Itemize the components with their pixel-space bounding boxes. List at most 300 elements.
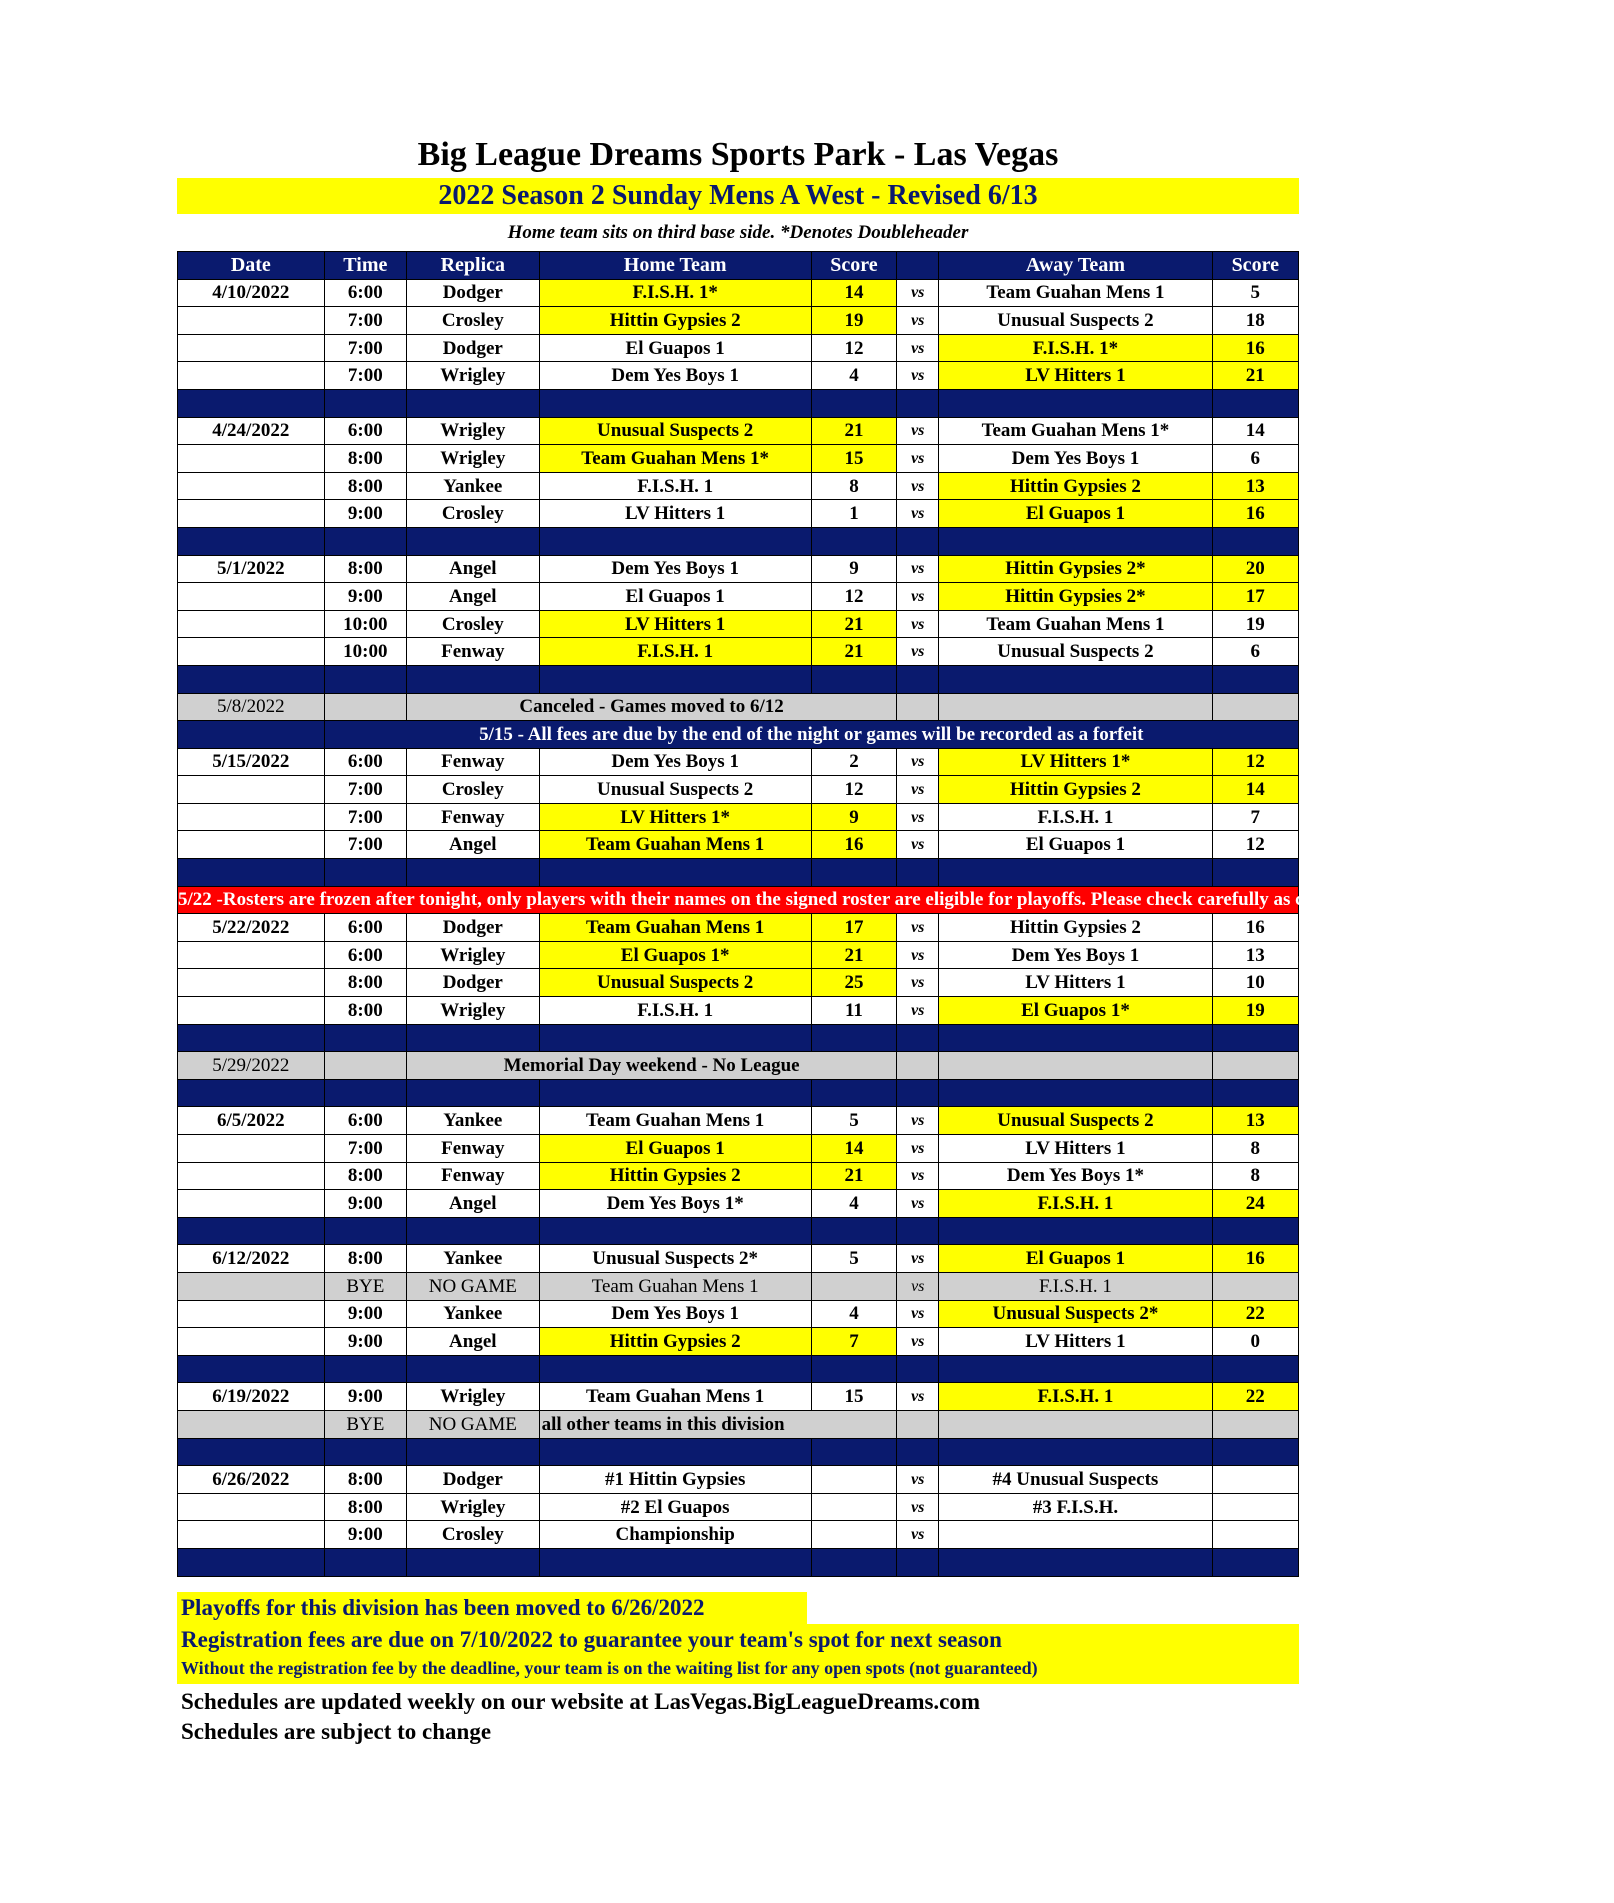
game-time: 9:00	[324, 1328, 406, 1356]
game-row	[178, 1328, 1299, 1356]
game-time: 8:00	[324, 997, 406, 1025]
home-team: Team Guahan Mens 1	[539, 914, 811, 942]
home-score: 21	[811, 610, 896, 638]
game-time: 6:00	[324, 1107, 406, 1135]
game-date	[178, 500, 325, 528]
separator-cell	[897, 1548, 939, 1576]
vs-label: vs	[897, 1107, 939, 1135]
game-time: 8:00	[324, 1466, 406, 1494]
home-team: #2 El Guapos	[539, 1493, 811, 1521]
vs-label: vs	[897, 1272, 939, 1300]
away-score: 16	[1212, 334, 1298, 362]
separator-row	[178, 527, 1299, 555]
separator-cell	[811, 1217, 896, 1245]
away-team: F.I.S.H. 1	[939, 1272, 1212, 1300]
separator-cell	[1212, 1217, 1298, 1245]
vs-label: vs	[897, 776, 939, 804]
separator-cell	[324, 1024, 406, 1052]
separator-cell	[324, 859, 406, 887]
away-score: 6	[1212, 638, 1298, 666]
separator-cell	[324, 527, 406, 555]
game-time	[324, 1052, 406, 1080]
game-row	[178, 776, 1299, 804]
game-date	[178, 1521, 325, 1549]
separator-cell	[539, 1024, 811, 1052]
home-score: 19	[811, 307, 896, 335]
vs-label	[897, 1410, 939, 1438]
game-date: 6/12/2022	[178, 1245, 325, 1273]
home-score: 21	[811, 638, 896, 666]
game-date	[178, 1135, 325, 1163]
game-row	[178, 279, 1299, 307]
game-date: 4/10/2022	[178, 279, 325, 307]
away-score: 16	[1212, 500, 1298, 528]
home-score: 9	[811, 555, 896, 583]
game-replica: Crosley	[407, 307, 540, 335]
game-replica: Fenway	[407, 1135, 540, 1163]
game-replica: Crosley	[407, 500, 540, 528]
separator-cell	[178, 665, 325, 693]
game-row	[178, 334, 1299, 362]
col-away-score: Score	[1212, 252, 1298, 280]
separator-cell	[897, 1217, 939, 1245]
away-team: Hittin Gypsies 2	[939, 776, 1212, 804]
game-row	[178, 583, 1299, 611]
game-replica: Dodger	[407, 334, 540, 362]
game-replica: Fenway	[407, 1162, 540, 1190]
away-score: 19	[1212, 997, 1298, 1025]
home-team: F.I.S.H. 1*	[539, 279, 811, 307]
separator-cell	[811, 527, 896, 555]
separator-cell	[939, 665, 1212, 693]
separator-cell	[178, 1024, 325, 1052]
game-row	[178, 803, 1299, 831]
game-time: 7:00	[324, 831, 406, 859]
game-time: 9:00	[324, 583, 406, 611]
away-team: Dem Yes Boys 1*	[939, 1162, 1212, 1190]
home-score	[811, 1466, 896, 1494]
home-score: 12	[811, 776, 896, 804]
away-team: El Guapos 1	[939, 1245, 1212, 1273]
game-row	[178, 748, 1299, 776]
vs-label: vs	[897, 583, 939, 611]
away-score	[1212, 1272, 1298, 1300]
separator-cell	[939, 527, 1212, 555]
vs-label: vs	[897, 1162, 939, 1190]
game-replica: Fenway	[407, 748, 540, 776]
separator-cell	[539, 1548, 811, 1576]
game-replica: Yankee	[407, 1107, 540, 1135]
away-score	[1212, 1493, 1298, 1521]
away-score: 19	[1212, 610, 1298, 638]
col-vs	[897, 252, 939, 280]
game-date	[178, 1300, 325, 1328]
vs-label: vs	[897, 417, 939, 445]
game-replica: Angel	[407, 831, 540, 859]
home-team: F.I.S.H. 1	[539, 997, 811, 1025]
playoffs-notice: Playoffs for this division has been moved to 6/26/2022	[177, 1592, 807, 1624]
away-score: 22	[1212, 1383, 1298, 1411]
fees-notice-row	[178, 721, 1299, 749]
separator-cell	[1212, 1079, 1298, 1107]
bye-label: BYE	[324, 1410, 406, 1438]
away-score: 16	[1212, 1245, 1298, 1273]
away-team: F.I.S.H. 1	[939, 803, 1212, 831]
game-time: 6:00	[324, 748, 406, 776]
home-score: 4	[811, 1190, 896, 1218]
game-row	[178, 1162, 1299, 1190]
no-games-row	[178, 693, 1299, 721]
bye-all-row	[178, 1410, 1299, 1438]
game-time: 6:00	[324, 914, 406, 942]
vs-label: vs	[897, 1300, 939, 1328]
game-date	[178, 1493, 325, 1521]
game-replica: Wrigley	[407, 417, 540, 445]
home-team: Hittin Gypsies 2	[539, 307, 811, 335]
home-team: El Guapos 1	[539, 583, 811, 611]
away-score: 8	[1212, 1162, 1298, 1190]
separator-cell	[1212, 527, 1298, 555]
game-time: 8:00	[324, 445, 406, 473]
separator-cell	[1212, 1024, 1298, 1052]
subject-to-change-note: Schedules are subject to change	[181, 1719, 492, 1744]
home-team: F.I.S.H. 1	[539, 638, 811, 666]
separator-cell	[897, 527, 939, 555]
away-team	[939, 1410, 1212, 1438]
separator-cell	[539, 665, 811, 693]
home-team: Team Guahan Mens 1	[539, 831, 811, 859]
separator-cell	[811, 859, 896, 887]
vs-label: vs	[897, 748, 939, 776]
game-replica: Angel	[407, 1190, 540, 1218]
game-replica: Yankee	[407, 472, 540, 500]
separator-cell	[178, 1548, 325, 1576]
home-team: Dem Yes Boys 1	[539, 1300, 811, 1328]
separator-cell	[1212, 389, 1298, 417]
away-score: 10	[1212, 969, 1298, 997]
game-date	[178, 997, 325, 1025]
home-team: El Guapos 1*	[539, 941, 811, 969]
separator-cell	[811, 1438, 896, 1466]
separator-cell	[897, 1024, 939, 1052]
game-time: 9:00	[324, 1190, 406, 1218]
game-row	[178, 1300, 1299, 1328]
separator-cell	[407, 1548, 540, 1576]
separator-cell	[178, 527, 325, 555]
separator-cell	[539, 389, 811, 417]
away-score: 16	[1212, 914, 1298, 942]
game-replica: Wrigley	[407, 941, 540, 969]
game-date: 6/5/2022	[178, 1107, 325, 1135]
bye-label: BYE	[324, 1272, 406, 1300]
away-score: 13	[1212, 472, 1298, 500]
separator-row	[178, 1079, 1299, 1107]
away-team	[939, 1052, 1212, 1080]
game-time: 8:00	[324, 1245, 406, 1273]
waiting-list-note: Without the registration fee by the deadline, your team is on the waiting list for any open spots (not guaranteed)	[181, 1658, 1038, 1678]
game-row	[178, 1190, 1299, 1218]
home-score: 5	[811, 1245, 896, 1273]
home-score: 14	[811, 1135, 896, 1163]
vs-label: vs	[897, 914, 939, 942]
separator-cell	[407, 1355, 540, 1383]
game-replica: Angel	[407, 1328, 540, 1356]
home-team: Team Guahan Mens 1	[539, 1272, 811, 1300]
home-team: Hittin Gypsies 2	[539, 1162, 811, 1190]
home-score: 4	[811, 1300, 896, 1328]
away-team: F.I.S.H. 1*	[939, 334, 1212, 362]
home-team: LV Hitters 1	[539, 500, 811, 528]
roster-freeze-text: 5/22 -Rosters are frozen after tonight, only players with their names on the signed roster are eligible for playoffs. Please check carefully as changes will not be made for omissions.	[178, 886, 1299, 914]
home-team: Dem Yes Boys 1	[539, 362, 811, 390]
separator-cell	[939, 859, 1212, 887]
away-team	[939, 1521, 1212, 1549]
separator-cell	[407, 859, 540, 887]
game-time: 10:00	[324, 638, 406, 666]
game-time: 6:00	[324, 417, 406, 445]
separator-cell	[1212, 1548, 1298, 1576]
no-games-row	[178, 1052, 1299, 1080]
home-score: 25	[811, 969, 896, 997]
game-time: 9:00	[324, 1383, 406, 1411]
schedule-rows	[178, 279, 1614, 1576]
away-team: Hittin Gypsies 2*	[939, 555, 1212, 583]
vs-label: vs	[897, 472, 939, 500]
home-score: 21	[811, 1162, 896, 1190]
away-team: F.I.S.H. 1	[939, 1383, 1212, 1411]
vs-label: vs	[897, 941, 939, 969]
separator-cell	[939, 1548, 1212, 1576]
home-team: #1 Hittin Gypsies	[539, 1466, 811, 1494]
separator-cell	[324, 1079, 406, 1107]
vs-label: vs	[897, 334, 939, 362]
away-team: Unusual Suspects 2	[939, 1107, 1212, 1135]
away-score: 12	[1212, 831, 1298, 859]
vs-label: vs	[897, 969, 939, 997]
vs-label: vs	[897, 831, 939, 859]
game-date: 5/15/2022	[178, 748, 325, 776]
away-team: El Guapos 1	[939, 500, 1212, 528]
game-date: 6/26/2022	[178, 1466, 325, 1494]
bye-row	[178, 1272, 1299, 1300]
home-team: Dem Yes Boys 1	[539, 748, 811, 776]
separator-cell	[1212, 665, 1298, 693]
home-team: Dem Yes Boys 1	[539, 555, 811, 583]
separator-cell	[939, 1024, 1212, 1052]
away-team: Hittin Gypsies 2	[939, 472, 1212, 500]
separator-cell	[1212, 1355, 1298, 1383]
game-time: 9:00	[324, 500, 406, 528]
separator-cell	[324, 1355, 406, 1383]
home-team: Unusual Suspects 2	[539, 776, 811, 804]
game-replica: Crosley	[407, 776, 540, 804]
game-row	[178, 914, 1299, 942]
away-team: LV Hitters 1	[939, 1328, 1212, 1356]
col-away-team: Away Team	[939, 252, 1212, 280]
game-row	[178, 417, 1299, 445]
away-team: Team Guahan Mens 1*	[939, 417, 1212, 445]
game-date: 5/1/2022	[178, 555, 325, 583]
home-score: 17	[811, 914, 896, 942]
roster-freeze-row	[178, 886, 1299, 914]
game-date	[178, 776, 325, 804]
away-team: Team Guahan Mens 1	[939, 279, 1212, 307]
separator-cell	[811, 1548, 896, 1576]
away-team: El Guapos 1	[939, 831, 1212, 859]
home-score: 2	[811, 748, 896, 776]
game-date	[178, 1162, 325, 1190]
vs-label: vs	[897, 362, 939, 390]
vs-label: vs	[897, 1245, 939, 1273]
vs-label: vs	[897, 997, 939, 1025]
game-row	[178, 362, 1299, 390]
home-team: Hittin Gypsies 2	[539, 1328, 811, 1356]
game-date	[178, 472, 325, 500]
game-time: 6:00	[324, 279, 406, 307]
away-score: 13	[1212, 941, 1298, 969]
home-score: 21	[811, 941, 896, 969]
home-score: 15	[811, 445, 896, 473]
away-team: LV Hitters 1	[939, 969, 1212, 997]
separator-cell	[539, 527, 811, 555]
game-replica: Fenway	[407, 638, 540, 666]
game-date	[178, 445, 325, 473]
away-score	[1212, 1466, 1298, 1494]
away-team: El Guapos 1*	[939, 997, 1212, 1025]
home-team: LV Hitters 1*	[539, 803, 811, 831]
game-date	[178, 941, 325, 969]
separator-cell	[407, 1079, 540, 1107]
page-subtitle: 2022 Season 2 Sunday Mens A West - Revised 6/13	[177, 178, 1299, 214]
no-games-text: Memorial Day weekend - No League	[407, 1052, 897, 1080]
game-date: 5/22/2022	[178, 914, 325, 942]
away-score: 18	[1212, 307, 1298, 335]
game-date	[178, 362, 325, 390]
separator-cell	[539, 1438, 811, 1466]
separator-cell	[897, 389, 939, 417]
game-date	[178, 638, 325, 666]
home-team: Unusual Suspects 2*	[539, 1245, 811, 1273]
col-replica: Replica	[407, 252, 540, 280]
home-score: 15	[811, 1383, 896, 1411]
game-time: 7:00	[324, 334, 406, 362]
away-team: #4 Unusual Suspects	[939, 1466, 1212, 1494]
separator-row	[178, 665, 1299, 693]
game-time: 7:00	[324, 362, 406, 390]
registration-deadline: Registration fees are due on 7/10/2022 to guarantee your team's spot for next season	[181, 1627, 1002, 1652]
vs-label	[897, 1052, 939, 1080]
home-team: Championship	[539, 1521, 811, 1549]
home-team: F.I.S.H. 1	[539, 472, 811, 500]
separator-cell	[897, 1079, 939, 1107]
vs-label: vs	[897, 500, 939, 528]
vs-label: vs	[897, 445, 939, 473]
separator-cell	[811, 1355, 896, 1383]
game-time: 8:00	[324, 1162, 406, 1190]
away-team: Unusual Suspects 2	[939, 307, 1212, 335]
separator-cell	[407, 1438, 540, 1466]
home-score	[811, 1521, 896, 1549]
separator-cell	[324, 1217, 406, 1245]
separator-cell	[324, 665, 406, 693]
separator-cell	[939, 1355, 1212, 1383]
separator-cell	[939, 1438, 1212, 1466]
vs-label: vs	[897, 1190, 939, 1218]
game-replica: Dodger	[407, 914, 540, 942]
game-replica: Wrigley	[407, 1383, 540, 1411]
game-replica: Crosley	[407, 610, 540, 638]
home-team: Team Guahan Mens 1	[539, 1383, 811, 1411]
playoff-row	[178, 1521, 1299, 1549]
separator-cell	[539, 1079, 811, 1107]
game-row	[178, 610, 1299, 638]
home-score: 5	[811, 1107, 896, 1135]
game-date: 5/29/2022	[178, 1052, 325, 1080]
game-time: 8:00	[324, 969, 406, 997]
game-date	[178, 831, 325, 859]
away-team: Dem Yes Boys 1	[939, 941, 1212, 969]
bye-all-text: all other teams in this division	[539, 1410, 897, 1438]
separator-cell	[324, 389, 406, 417]
away-team: F.I.S.H. 1	[939, 1190, 1212, 1218]
separator-cell	[939, 1079, 1212, 1107]
away-score: 6	[1212, 445, 1298, 473]
separator-cell	[539, 859, 811, 887]
vs-label: vs	[897, 1135, 939, 1163]
game-row	[178, 500, 1299, 528]
separator-cell	[539, 1355, 811, 1383]
game-row	[178, 472, 1299, 500]
separator-cell	[897, 859, 939, 887]
game-date: 4/24/2022	[178, 417, 325, 445]
game-row	[178, 831, 1299, 859]
separator-cell	[407, 527, 540, 555]
away-team: Hittin Gypsies 2*	[939, 583, 1212, 611]
registration-notice	[177, 1624, 1299, 1684]
game-time: 6:00	[324, 941, 406, 969]
playoff-row	[178, 1493, 1299, 1521]
vs-label: vs	[897, 803, 939, 831]
game-date	[178, 803, 325, 831]
separator-cell	[178, 389, 325, 417]
game-replica: Yankee	[407, 1245, 540, 1273]
separator-cell	[811, 665, 896, 693]
separator-cell	[897, 1355, 939, 1383]
table-header-row	[178, 252, 1299, 280]
away-score: 14	[1212, 776, 1298, 804]
playoff-row	[178, 1466, 1299, 1494]
game-date	[178, 1328, 325, 1356]
away-score: 14	[1212, 417, 1298, 445]
schedule-table	[177, 251, 1614, 1577]
separator-row	[178, 389, 1299, 417]
home-team: Team Guahan Mens 1	[539, 1107, 811, 1135]
away-score: 5	[1212, 279, 1298, 307]
away-score: 24	[1212, 1190, 1298, 1218]
separator-cell	[1212, 859, 1298, 887]
home-team: El Guapos 1	[539, 1135, 811, 1163]
separator-cell	[811, 389, 896, 417]
game-row	[178, 941, 1299, 969]
game-date	[178, 610, 325, 638]
game-time: 9:00	[324, 1300, 406, 1328]
col-time: Time	[324, 252, 406, 280]
game-row	[178, 638, 1299, 666]
game-row	[178, 969, 1299, 997]
col-home-team: Home Team	[539, 252, 811, 280]
home-team: Unusual Suspects 2	[539, 417, 811, 445]
home-score: 12	[811, 583, 896, 611]
